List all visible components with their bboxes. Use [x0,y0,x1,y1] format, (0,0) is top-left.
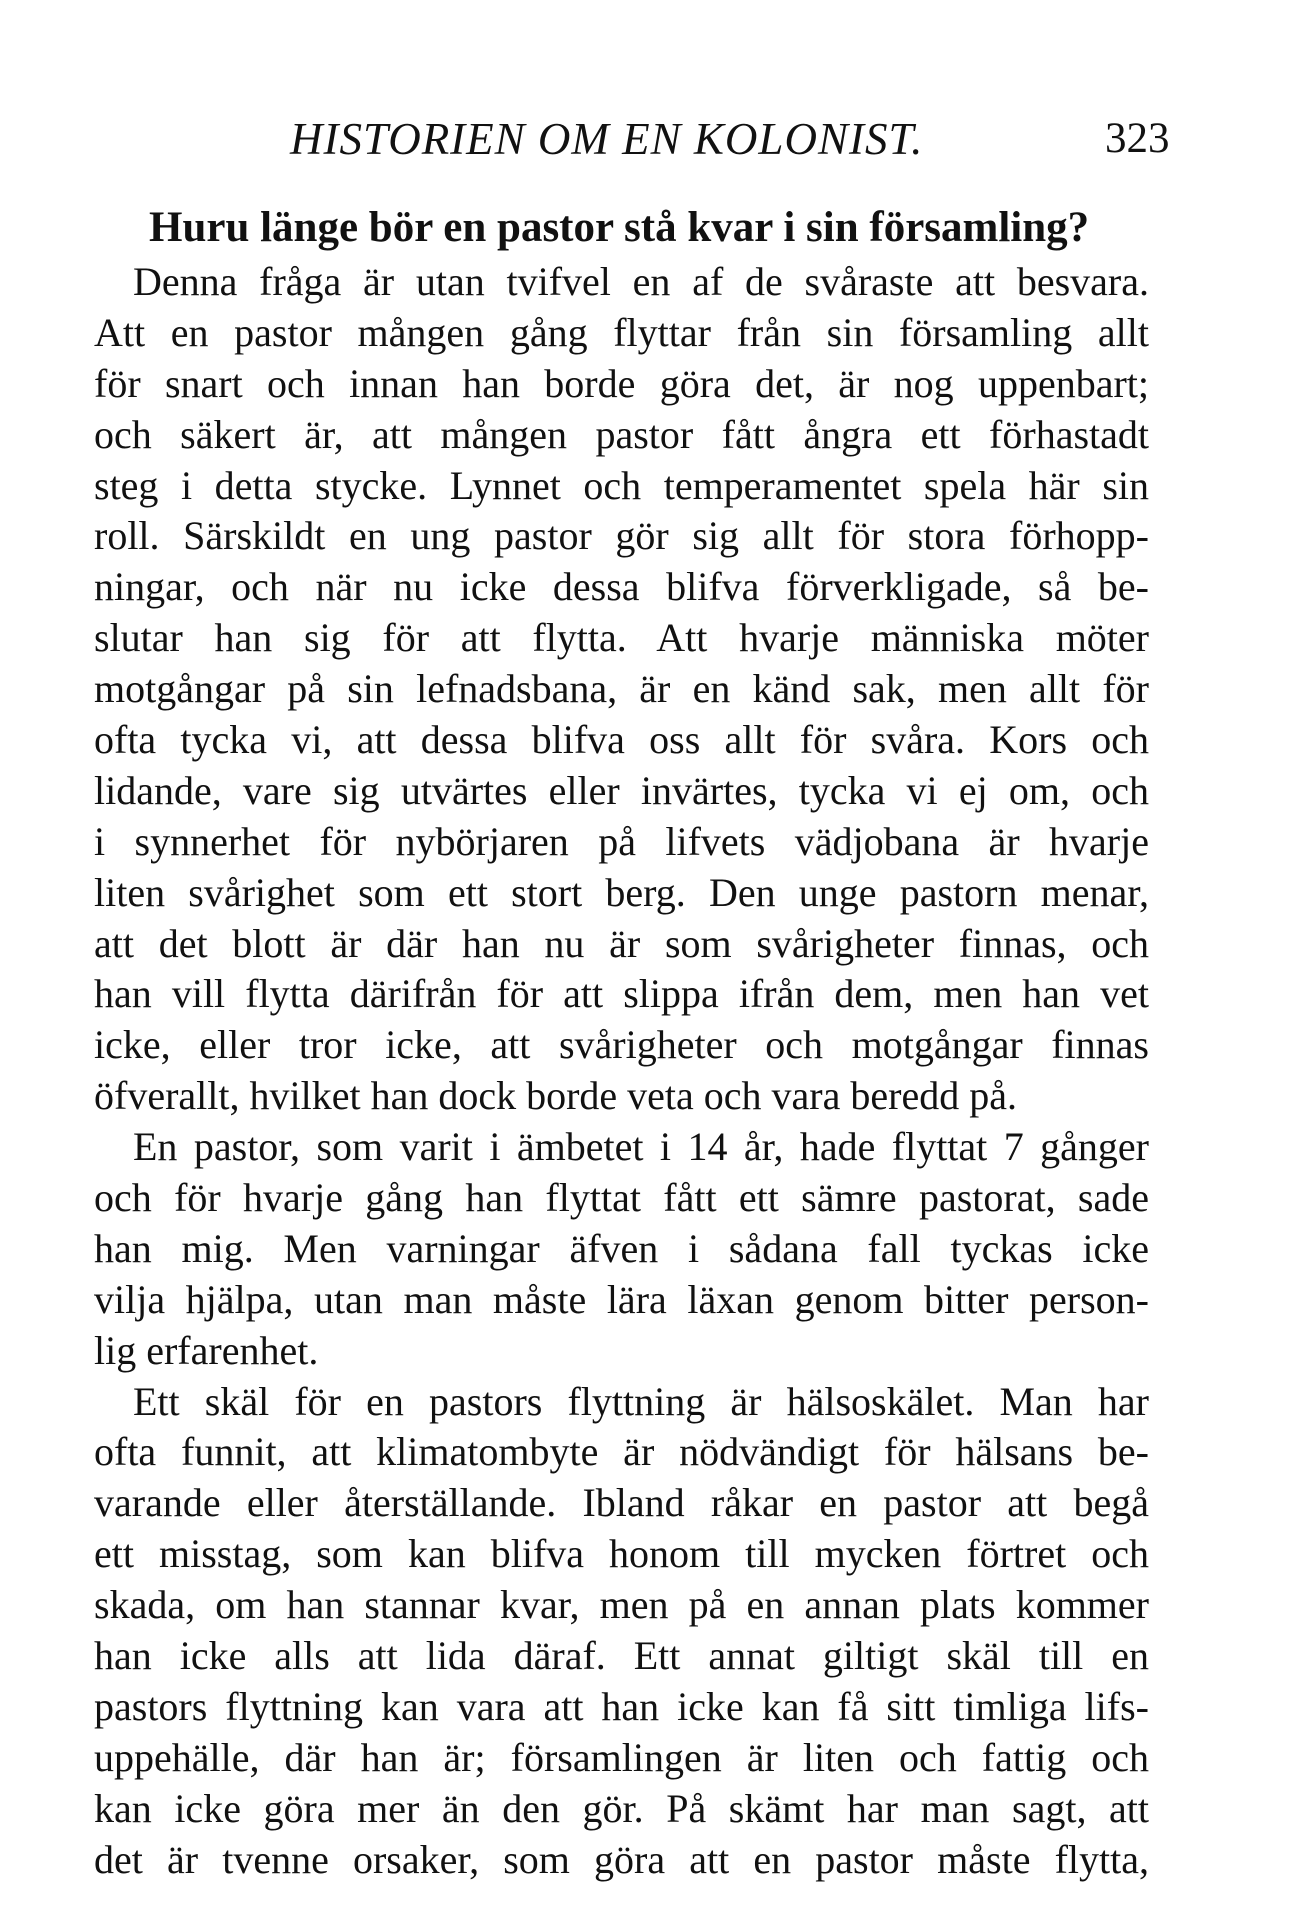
text-line: pastors flyttning kan vara att han icke kan få sitt timliga lifs- [94,1683,1149,1729]
text-line: och för hvarje gång han flyttat fått ett sämre pastorat, sade [94,1175,1149,1221]
section-heading: Huru länge bör en pastor stå kvar i sin församling? [149,204,1090,251]
text-line: steg i detta stycke. Lynnet och temperamentet spela här sin [94,462,1149,508]
text-line: kan icke göra mer än den gör. På skämt har man sagt, att [94,1785,1149,1831]
text-line: varande eller återställande. Ibland råkar en pastor att begå [94,1480,1149,1526]
text-line: skada, om han stannar kvar, men på en annan plats kommer [94,1582,1149,1628]
text-line: lig erfarenhet. [94,1327,319,1373]
running-head [290,112,1190,166]
body-text [94,257,1149,1886]
text-line: ningar, och när nu icke dessa blifva förverkligade, så be- [94,564,1149,610]
text-line: vilja hjälpa, utan man måste lära läxan genom bitter person- [94,1276,1149,1322]
text-line: icke, eller tror icke, att svårigheter och motgångar finnas [94,1022,1149,1068]
text-line: Att en pastor mången gång flyttar från sin församling allt [94,309,1149,355]
page-number: 323 [1105,115,1170,162]
text-line: Ett skäl för en pastors flyttning är hälsoskälet. Man har [133,1378,1149,1424]
text-line: Denna fråga är utan tvifvel en af de svåraste att besvara. [133,259,1149,304]
text-line: lidande, vare sig utvärtes eller invärtes, tycka vi ej om, och [94,767,1149,813]
text-line: slutar han sig för att flytta. Att hvarje människa möter [94,615,1149,661]
text-line: i synnerhet för nybörjaren på lifvets vädjobana är hvarje [94,818,1149,864]
text-line: att det blott är där han nu är som svårigheter finnas, och [94,920,1149,966]
text-line: ett misstag, som kan blifva honom till mycken förtret och [94,1531,1149,1577]
text-line: han icke alls att lida däraf. Ett annat giltigt skäl till en [94,1633,1149,1679]
text-line: det är tvenne orsaker, som göra att en pastor måste flytta, [94,1836,1149,1882]
text-line: han mig. Men varningar äfven i sådana fall tyckas icke [94,1225,1149,1271]
text-line: uppehälle, där han är; församlingen är liten och fattig och [94,1734,1149,1780]
text-line: för snart och innan han borde göra det, är nog uppenbart; [94,360,1149,406]
text-line: och säkert är, att mången pastor fått ångra ett förhastadt [94,411,1149,457]
running-title: HISTORIEN OM EN KOLONIST. [290,114,924,164]
text-line: ofta funnit, att klimatombyte är nödvändigt för hälsans be- [94,1429,1149,1475]
text-line: motgångar på sin lefnadsbana, är en känd sak, men allt för [94,666,1149,712]
text-line: En pastor, som varit i ämbetet i 14 år, hade flyttat 7 gånger [133,1124,1149,1170]
text-line: ofta tycka vi, att dessa blifva oss allt för svåra. Kors och [94,717,1149,763]
text-line: roll. Särskildt en ung pastor gör sig allt för stora förhopp- [94,513,1149,559]
text-line: öfverallt, hvilket han dock borde veta och vara beredd på. [94,1073,1017,1119]
text-line: han vill flytta därifrån för att slippa ifrån dem, men han vet [94,971,1149,1017]
text-line: liten svårighet som ett stort berg. Den unge pastorn menar, [94,869,1149,915]
